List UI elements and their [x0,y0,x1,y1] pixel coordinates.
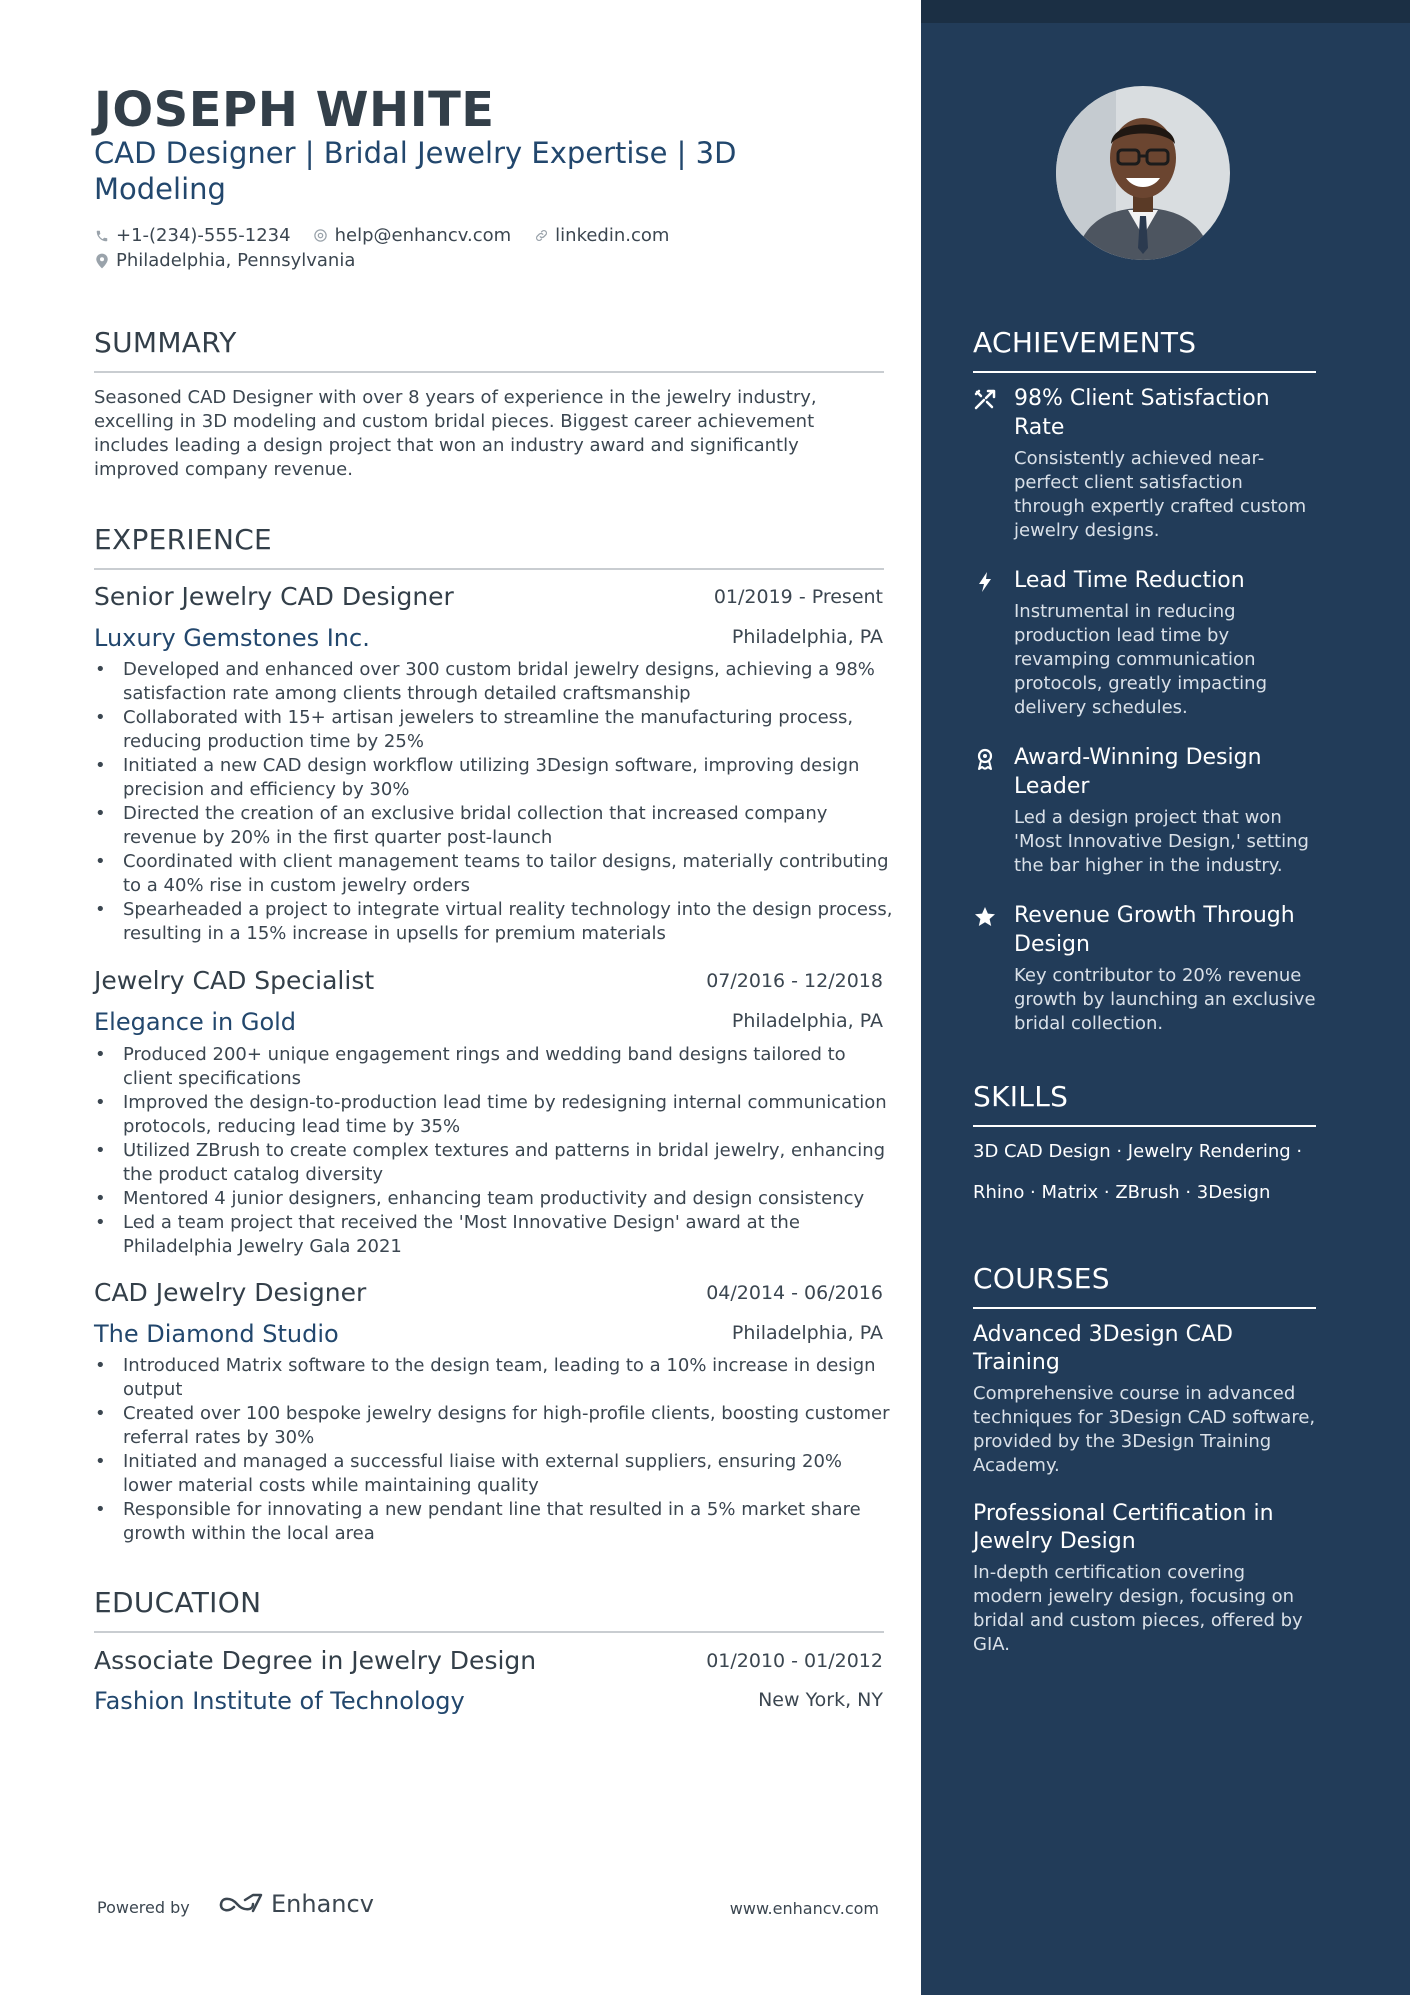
job-title: CAD Jewelry Designer [94,1278,367,1307]
achievement-desc: Led a design project that won 'Most Innovative Design,' setting the bar higher in the industry. [1014,807,1309,876]
enhancv-brand: Enhancv [271,1890,374,1918]
footer-url[interactable]: www.enhancv.com [729,1899,879,1918]
job-company: Luxury Gemstones Inc. [94,624,370,652]
star-icon [973,905,997,929]
course-item [973,1321,1316,1478]
profile-photo [1056,86,1230,260]
achievement-desc: Key contributor to 20% revenue growth by launching an exclusive bridal collection. [1014,965,1316,1034]
education-school: Fashion Institute of Technology [94,1687,465,1715]
job-bullets [94,1043,894,1259]
contact-location [94,250,355,271]
footer-powered-by: Powered by [97,1898,190,1917]
job-bullet: • Directed the creation of an exclusive bridal collection that increased company revenue by 20% in the first quarter post-launch [94,802,894,850]
course-title: Advanced 3Design CAD Training [973,1322,1233,1375]
skills-list [973,1131,1316,1213]
lightning-icon [973,570,997,594]
phone-icon [94,228,110,244]
achievement-desc: Consistently achieved near-perfect client satisfaction through expertly crafted custom jewelry designs. [1014,448,1307,541]
linkedin-text: linkedin.com [555,225,670,246]
achievements-heading: ACHIEVEMENTS [973,326,1316,373]
job-location: Philadelphia, PA [731,1322,883,1344]
achievement-item [973,566,1316,720]
achievement-title: Revenue Growth Through Design [1014,903,1295,957]
summary-heading: SUMMARY [94,326,884,373]
job-bullet: • Improved the design-to-production lead time by redesigning internal communication protocols, reducing lead time by 35% [94,1091,894,1139]
job-bullet: • Coordinated with client management teams to tailor designs, materially contributing to a 40% rise in custom jewelry orders [94,850,894,898]
achievement-title: 98% Client Satisfaction Rate [1014,386,1270,440]
award-icon [973,747,997,771]
job-bullet: • Produced 200+ unique engagement rings and wedding band designs tailored to client specifications [94,1043,894,1091]
job-bullet: • Utilized ZBrush to create complex textures and patterns in bridal jewelry, enhancing the product catalog diversity [94,1139,894,1187]
candidate-headline: CAD Designer | Bridal Jewelry Expertise | 3D Modeling [94,136,737,206]
course-desc: Comprehensive course in advanced techniques for 3Design CAD software, provided by the 3Design Training Academy. [973,1383,1316,1476]
education-degree: Associate Degree in Jewelry Design [94,1646,537,1675]
job-company: The Diamond Studio [94,1320,339,1348]
summary-text: Seasoned CAD Designer with over 8 years of experience in the jewelry industry, excelling in 3D modeling and custom bridal pieces. Biggest career achievement includes leading a design project that won an industry award and significantly improved company revenue. [94,387,817,480]
candidate-name: JOSEPH WHITE [94,82,495,138]
job-date: 04/2014 - 06/2016 [706,1282,883,1304]
education-date: 01/2010 - 01/2012 [706,1650,883,1672]
job-company: Elegance in Gold [94,1008,297,1036]
achievement-title: Lead Time Reduction [1014,568,1245,593]
job-bullet: • Collaborated with 15+ artisan jewelers to streamline the manufacturing process, reducing production time by 25% [94,706,894,754]
job-bullet: • Spearheaded a project to integrate virtual reality technology into the design process, resulting in a 15% increase in upsells for premium materials [94,898,894,946]
job-bullet: • Responsible for innovating a new pendant line that resulted in a 5% market share growth within the local area [94,1498,894,1546]
course-desc: In-depth certification covering modern jewelry design, focusing on bridal and custom pieces, offered by GIA. [973,1562,1303,1655]
job-bullets [94,658,894,946]
course-title: Professional Certification in Jewelry Design [973,1501,1274,1554]
phone-text: +1-(234)-555-1234 [116,225,291,246]
location-text: Philadelphia, Pennsylvania [116,250,356,271]
contact-email[interactable] [313,225,512,246]
contact-info [94,223,794,273]
job-title: Senior Jewelry CAD Designer [94,582,454,611]
education-heading: EDUCATION [94,1586,884,1633]
link-icon [533,228,549,244]
skills-line: 3D CAD Design · Jewelry Rendering · [973,1141,1303,1162]
education-location: New York, NY [758,1689,883,1711]
job-bullet: • Initiated a new CAD design workflow utilizing 3Design software, improving design precision and efficiency by 30% [94,754,894,802]
course-item [973,1500,1316,1657]
job-title: Jewelry CAD Specialist [94,966,375,995]
enhancv-logo[interactable] [217,1890,374,1918]
skills-line: Rhino · Matrix · ZBrush · 3Design [973,1182,1271,1203]
job-bullets [94,1354,894,1546]
job-bullet: • Mentored 4 junior designers, enhancing team productivity and design consistency [94,1187,894,1211]
job-location: Philadelphia, PA [731,1010,883,1032]
job-bullet: • Led a team project that received the 'Most Innovative Design' award at the Philadelphia Jewelry Gala 2021 [94,1211,894,1259]
sidebar-top-bar [921,0,1410,23]
job-date: 07/2016 - 12/2018 [706,970,883,992]
contact-phone[interactable] [94,225,291,246]
courses-heading: COURSES [973,1262,1316,1309]
job-bullet: • Created over 100 bespoke jewelry designs for high-profile clients, boosting customer referral rates by 30% [94,1402,894,1450]
location-pin-icon [94,253,110,269]
experience-heading: EXPERIENCE [94,523,884,570]
achievement-item [973,743,1316,878]
job-location: Philadelphia, PA [731,626,883,648]
achievement-item [973,384,1316,543]
achievement-item [973,901,1316,1036]
job-bullet: • Initiated and managed a successful liaise with external suppliers, ensuring 20% lower material costs while maintaining quality [94,1450,894,1498]
enhancv-logo-icon [217,1891,265,1917]
at-icon [313,228,329,244]
contact-linkedin[interactable] [533,225,669,246]
job-bullet: • Developed and enhanced over 300 custom bridal jewelry designs, achieving a 98% satisfaction rate among clients through detailed craftsmanship [94,658,894,706]
tools-icon [973,388,997,412]
achievement-desc: Instrumental in reducing production lead time by revamping communication protocols, greatly impacting delivery schedules. [1014,601,1267,718]
skills-heading: SKILLS [973,1080,1316,1127]
email-text: help@enhancv.com [334,225,512,246]
job-date: 01/2019 - Present [713,586,883,608]
achievement-title: Award-Winning Design Leader [1014,745,1262,799]
job-bullet: • Introduced Matrix software to the design team, leading to a 10% increase in design output [94,1354,894,1402]
